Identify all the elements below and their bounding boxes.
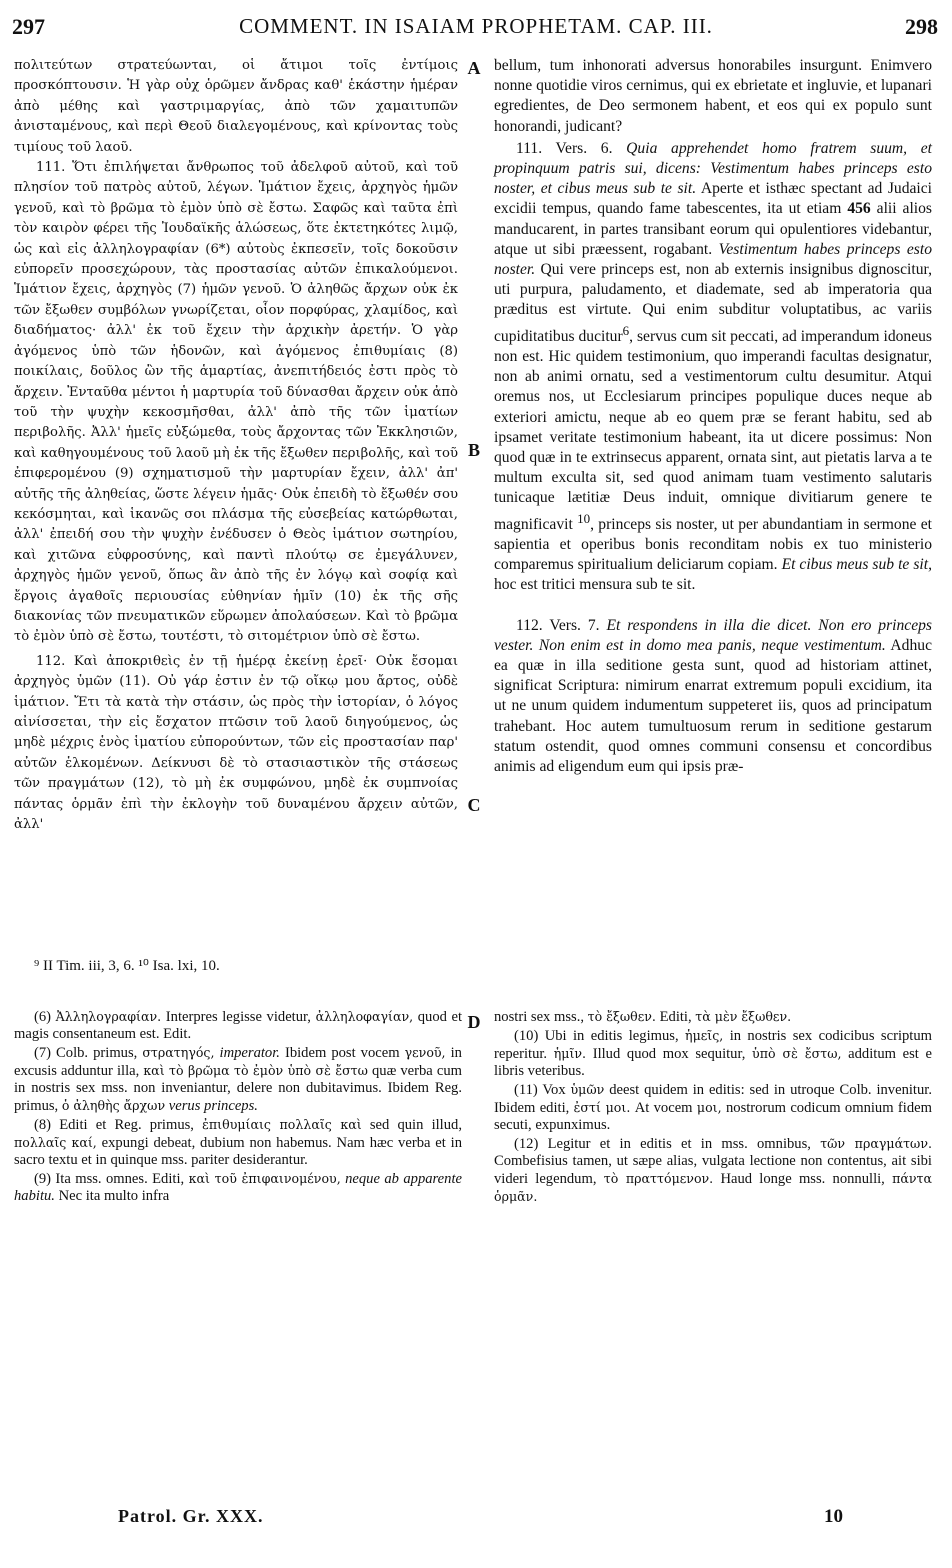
note: (7) Colb. primus, στρατηγός, imperator. Ibidem post vocem γενοῦ, in excusis adduntur illa, καὶ τὸ βρῶμα τὸ ἐμὸν ὑπὸ σὲ ἔστω quæ verba cum in nostris sex mss. non inveniantur, delere non dubitavimus. Ibidem Reg. primus, ὁ ἀληθὴς ἄρχων verus princeps.: [14, 1045, 462, 1114]
scripture-references: ⁹ II Tim. iii, 3, 6. ¹⁰ Isa. lxi, 10.: [34, 958, 220, 974]
footnote-ref: 10: [577, 510, 591, 526]
latin-paragraph: bellum, tum inhonorati adversus honorabiles insurgunt. Enimvero nonne quotidie viros cernimus, qui ex ebrietate et ingluvie, et lupanari egredientes, de Deo sermonem habent, et eos qui ex populo sunt honorandi, judicant?: [494, 57, 932, 135]
footer-signature: 10: [824, 1506, 843, 1527]
note: (12) Legitur et in editis et in mss. omnibus, τῶν πραγμάτων. Combefisius tamen, ut sæpe alias, vulgata lectione non contentus, ait sibi videri legendum, τὸ πραττόμενον. Haud longe mss. nonnulli, πάντα ὁρμᾶν.: [494, 1136, 933, 1204]
footnote-ref: 6: [622, 322, 630, 338]
greek-paragraph: πολιτεύτων στρατεύωνται, οἱ ἄτιμοι τοῖς ἐντίμοις προσκόπτουσιν. Ἡ γὰρ οὐχ ὁρῶμεν ἄνδρας καθ' ἑκάστην ἡμέραν ἀπὸ μέθης καὶ γαστριμαργίας, ἀπὸ τῶν χαμαιτυπῶν ἀνισταμένους, καὶ περὶ Θεοῦ διαλεγομένους, καὶ κρίνοντας τοὺς τιμίους τοῦ λαοῦ.: [14, 58, 458, 155]
notes-right: [494, 1008, 932, 1207]
note: (8) Editi et Reg. primus, ἐπιθυμίαις πολλαῖς καὶ sed quin illud, πολλαῖς καί, expungi debeat, dubium non habemus. Nam hæc verba et in sacro textu et in quinque mss. pariter desiderantur.: [14, 1117, 462, 1168]
margin-marker-d: D: [467, 1012, 481, 1032]
margin-marker-c: C: [467, 795, 481, 815]
verse-text: Quia apprehendet homo fratrem suum, et propinquum patris sui, dicens: Vestimentum habes princeps esto noster, et cibus meus sub te sit.: [494, 139, 932, 198]
note: (6) Ἀλληλογραφίαν. Interpres legisse videtur, ἀλληλοφαγίαν, quod et magis consentaneum est. Edit.: [14, 1009, 463, 1042]
latin-paragraph: 112. Vers. 7. Et respondens in illa die dicet. Non ero princeps vester. Non enim est in domo mea panis, neque vestimentum. Adhuc ea quæ in illa seditione gesta sunt, quod ad historiam attinet, significat Scriptura: nimirum enarrat extremum populi excidium, ita ut ne unum quidem indumentum suppeteret iis, quos ad principatum trahebant. Hoc autem tumultuosum rerum in seditione gestarum statum ostendit, quod omnes communi consensu et concordibus animis ad eligendum eum qui ipsis præ-: [494, 616, 932, 776]
margin-marker-b: B: [467, 440, 480, 460]
greek-paragraph: 112. Καὶ ἀποκριθεὶς ἐν τῇ ἡμέρᾳ ἐκείνῃ ἐρεῖ· Οὐκ ἔσομαι ἀρχηγὸς ὑμῶν (11). Οὐ γάρ ἐστιν ἐν τῷ οἴκῳ μου ἄρτος, οὐδὲ ἱμάτιον. Ἔτι τὰ κατὰ τὴν στάσιν, ὡς πρὸς τὴν ἱστορίαν, ὁ λόγος αἰνίσσεται, τὴν εἰς ἔσχατον πτῶσιν τοῦ λαοῦ διηγούμενος, ὡς μηδὲ μέχρις ἑνὸς ἱματίου εὐπορούντων, τῶν εἰς προστασίαν παρ' αὐτῶν ἑλκομένων. Δείκνυσι δὲ τὸ στασιαστικὸν τῆς στάσεως τῶν πραγμάτων (12), τὸ μὴ ἐκ συμφώνου, μηδὲ ἐκ συμπνοίας πάντας ὁρμᾶν ἐπὶ τὴν ἐκλογὴν τοῦ δυναμένου ἄρχειν αὐτῶν, ἀλλ': [14, 653, 458, 833]
spacer: [494, 596, 932, 616]
page-number-left: 297: [12, 14, 45, 39]
running-title: COMMENT. IN ISAIAM PROPHETAM. CAP. III.: [239, 14, 713, 38]
verse-number: 112. Vers. 7.: [516, 616, 600, 634]
latin-paragraph: 111. Vers. 6. Quia apprehendet homo fratrem suum, et propinquum patris sui, dicens: Vestimentum habes princeps esto noster, et cibus meus sub te sit. Aperte et isthæc spectant ad Judaici excidii tempus, quando fame tabescentes, ita ut etiam 456 alii alios manducarent, in partes transibant eorum qui opulentiores videbantur, atque ut sibi præessent, rogabant. Vestimentum habes princeps esto noster. Qui vere princeps est, non ab externis insignibus dignoscitur, uti purpura, paludamento, et diademate, sed ab imperatoria qua præditus est virtute. Qui enim subditur voluptatibus, ac variis cupiditatibus ducitur$^6$, servus cum sit peccati, ad imperandum idoneus non est. Hic quidem testimonium, quo imperandi facultas designatur, non ab animi ornatu, sed a vestimentorum cultu desumitur. Atqui oremus nos, ut Ecclesiarum principes populique duces neque ab exteriori amictu, neque ab eo quem præ se ferant habitu, sed ab ipsamet veritate testimonium habeant, ita ut dicere possimus: Non quod quæ in te extrinsecus apparent, ornata sint, aut pietatis larva a te multum exculta sit, sed quod animam tuam vestimento salutaris tunicaque lætitiæ Deus induit, omnique divitiarum genere te magnificavit $^{10}$, princeps sis noster, ut per abundantiam in sermone et sapientia et operibus bonis reconditam nobis ex tuo ministerio comparemus spiritualium deliciarum copiam. Et cibus meus sub te sit, hoc est tritici mensura sub te sit.: [494, 139, 932, 594]
footer-series: Patrol. Gr. XXX.: [118, 1506, 264, 1526]
note: nostri sex mss., τὸ ἔξωθεν. Editi, τὰ μὲν ἔξωθεν.: [494, 1009, 792, 1025]
page-number-right: 298: [905, 14, 938, 39]
page-marker: 456: [847, 200, 871, 218]
page-header: [10, 14, 942, 44]
notes-left: [14, 1008, 462, 1206]
note: (10) Ubi in editis legimus, ἡμεῖς, in nostris sex codicibus scriptum reperitur. ἡμῖν. Illud quod mox sequitur, ὑπὸ σὲ ἔστω, additum est e libris veteribus.: [494, 1028, 932, 1079]
greek-paragraph: 111. Ὅτι ἐπιλήψεται ἄνθρωπος τοῦ ἀδελφοῦ αὐτοῦ, καὶ τοῦ πλησίον τοῦ πατρὸς αὐτοῦ, λέγων. Ἱμάτιον ἔχεις, ἀρχηγὸς ἡμῶν γενοῦ, καὶ τὸ βρῶμα τὸ ἐμὸν ὑπὸ σὲ ἔστω. Σαφῶς καὶ ταῦτα ἐπὶ τὸν καιρὸν φέρει τῆς Ἰουδαϊκῆς ἁλώσεως, ὅτε ἐκτετηκότες λιμῷ, ὡς καὶ εἰς ἀλληλογραφίαν (6*) αὐτοὺς ἐκπεσεῖν, τοῖς δοκοῦσιν εὐπορεῖν προσεχώρουν, τὰς προστασίας αὐτῶν ἐπικαλούμενοι. Ἱμάτιον ἔχεις, ἀρχηγὸς (7) ἡμῶν γενοῦ. Ὁ ἀληθῶς ἄρχων οὐκ ἐκ τῶν ἔξωθεν συμβόλων γνωρίζεται, οἷον πορφύρας, χλαμίδος, καὶ διαδήματος· ἀλλ' ἐκ τοῦ ἔχειν τὴν ἀρχικὴν ἀρετήν. Ὁ γὰρ ἀγόμενος ὑπὸ τῶν ἡδονῶν, καὶ ἀγόμενος ἐπιθυμίαις (8) ποικίλαις, δοῦλος ὢν τῆς ἁμαρτίας, ἀνεπιτήδειός ἐστι πρὸς τὸ ἄρχειν. Ἐνταῦθα μέντοι ἡ μαρτυρία τοῦ δύνασθαι ἄρχειν οὐκ ἀπὸ τοῦ τὴν ψυχὴν κεκοσμῆσθαι, ἀλλ' ἀπὸ τῆς τῶν ἱματίων περιβολῆς. Ἀλλ' ἡμεῖς εὐξώμεθα, τοὺς ἄρχοντας τῶν Ἐκκλησιῶν, καὶ καθηγουμένους τοῦ λαοῦ μὴ ἐκ τῆς ἔξωθεν περιβολῆς, καὶ τοῦ ἐπιφερομένου (9) σχηματισμοῦ τὴν μαρτυρίαν ἔχειν, ἀλλ' ἀπ' αὐτῆς τῆς ἀληθείας, ὥστε λέγειν ἡμᾶς· Οὐκ ἐπειδὴ τὸ ἔξωθέν σου κεκόσμηται, καὶ ἱκανῶς σοι πλάσμα τῆς εὐσεβείας κατώρθωται, ἀλλ' ἐπειδή σου τὴν ψυχὴν ἐνέδυσεν ὁ Θεὸς ἱμάτιον σωτηρίου, καὶ χιτῶνα εὐφροσύνης, καὶ παντὶ πλούτῳ σε ἐμεγάλυνεν, ἀρχηγὸς ἡμῶν γενοῦ, ὅπως ἂν ἀπὸ τῆς ἐν λόγῳ καὶ σοφίᾳ καὶ ἔργοις ἀγαθοῖς περιουσίας εὐθηνίαν ἡμῖν (10) ἐκ τῆς σῆς διακονίας τῶν πνευματικῶν εὕρωμεν ἀπολαύσεων. Καὶ τὸ βρῶμα τὸ ἐμὸν ὑπὸ σὲ ἔστω, τουτέστι, τὸ σιτομέτριον ὑπὸ σὲ ἔστω.: [14, 160, 458, 645]
verse-number: 111. Vers. 6.: [516, 139, 613, 157]
note: (9) Ita mss. omnes. Editi, καὶ τοῦ ἐπιφαινομένου, neque ab apparente habitu. Nec ita multo infra: [14, 1171, 462, 1204]
margin-marker-a: A: [467, 58, 481, 78]
greek-column: [14, 56, 458, 835]
note: (11) Vox ὑμῶν deest quidem in editis: sed in utroque Colb. invenitur. Ibidem editi, ἐστί μοι. At vocem μοι, nostrorum codicum omnium fidem secuti, expunximus.: [494, 1082, 932, 1133]
verse-text: Et respondens in illa die dicet. Non ero princeps vester. Non enim est in domo mea panis, neque vestimentum.: [494, 616, 932, 654]
latin-column: [494, 56, 932, 777]
